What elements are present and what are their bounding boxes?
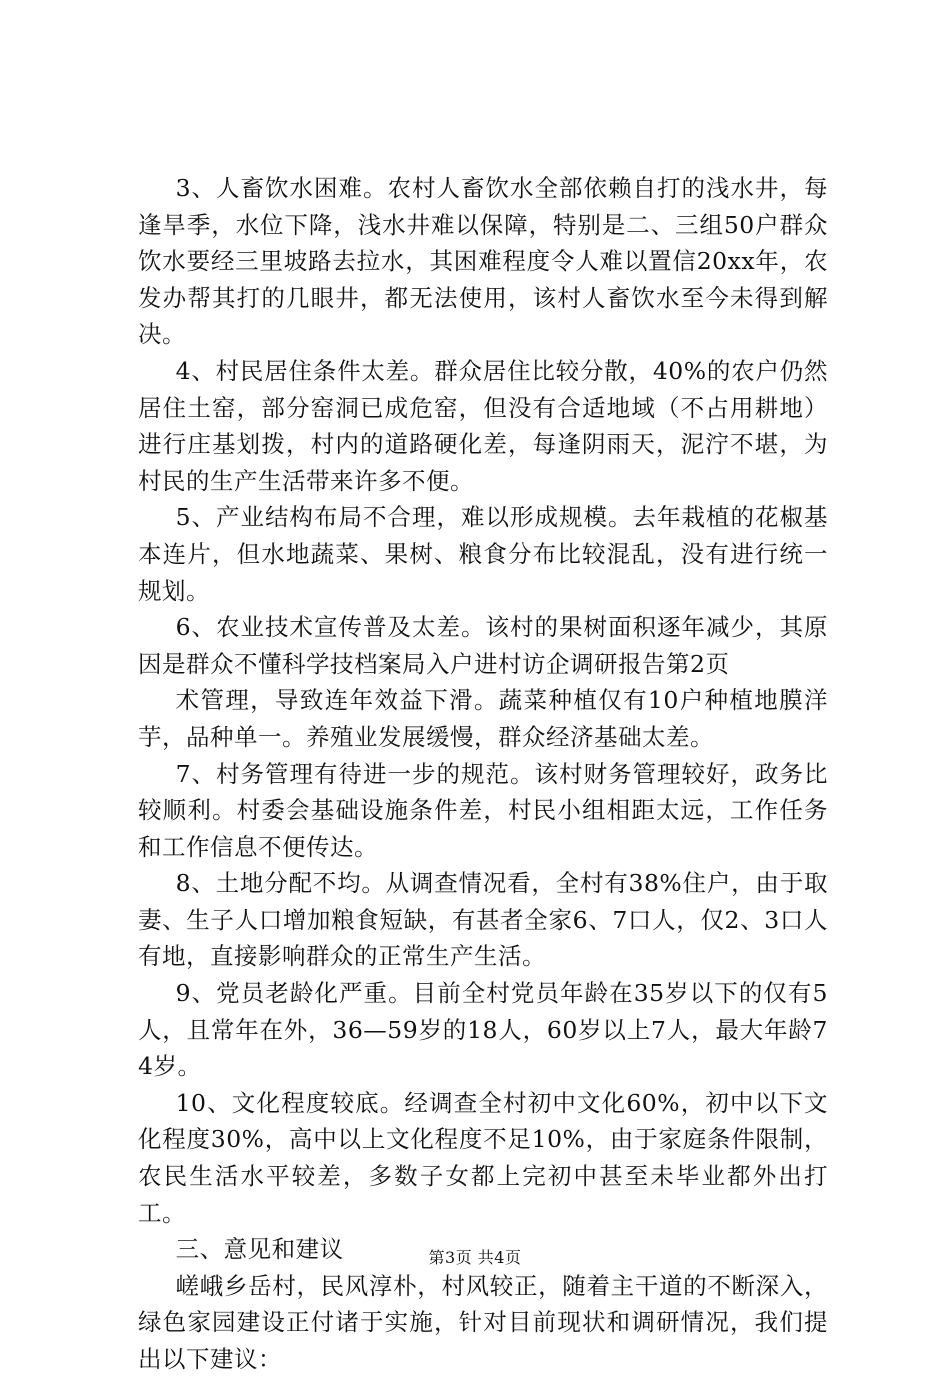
paragraph-agri-technology-continued: 术管理，导致连年效益下滑。蔬菜种植仅有10户种植地膜洋芋，品种单一。养殖业发展缓慢，群众经济基础太差。 bbox=[138, 686, 828, 751]
paragraph-party-members-aging: 9、党员老龄化严重。目前全村党员年龄在35岁以下的仅有5人，且常年在外，36—59岁的18人，60岁以上7人，最大年龄74岁。 bbox=[138, 979, 828, 1081]
paragraph-industry-structure: 5、产业结构布局不合理，难以形成规模。去年栽植的花椒基本连片，但水地蔬菜、果树、粮食分布比较混乱，没有进行统一规划。 bbox=[138, 503, 828, 605]
paragraph-land-distribution: 8、土地分配不均。从调查情况看，全村有38%住户，由于取妻、生子人口增加粮食短缺，有甚者全家6、7口人，仅2、3口人有地，直接影响群众的正常生产生活。 bbox=[138, 869, 828, 971]
section-heading-suggestions: 三、意见和建议 bbox=[175, 1235, 344, 1264]
paragraph-housing: 4、村民居住条件太差。群众居住比较分散，40%的农户仍然居住土窑，部分窑洞已成危窑，但没有合适地域（不占用耕地）进行庄基划拨，村内的道路硬化差，每逢阴雨天，泥泞不堪，为村民的生产生活带来许多不便。 bbox=[138, 356, 828, 495]
page-footer: 第3页 共4页 bbox=[428, 1248, 522, 1267]
document-body bbox=[138, 170, 828, 1378]
paragraph-agri-technology: 6、农业技术宣传普及太差。该村的果树面积逐年减少，其原因是群众不懂科学技档案局入户进村访企调研报告第2页 bbox=[138, 613, 828, 678]
paragraph-suggestions-intro: 嵯峨乡岳村，民风淳朴，村风较正，随着主干道的不断深入，绿色家园建设正付诸于实施，针对目前现状和调研情况，我们提出以下建议： bbox=[138, 1271, 828, 1373]
paragraph-village-affairs: 7、村务管理有待进一步的规范。该村财务管理较好，政务比较顺利。村委会基础设施条件差，村民小组相距太远，工作任务和工作信息不便传达。 bbox=[138, 759, 828, 861]
paragraph-drinking-water: 3、人畜饮水困难。农村人畜饮水全部依赖自打的浅水井，每逢旱季，水位下降，浅水井难以保障，特别是二、三组50户群众饮水要经三里坡路去拉水，其困难程度令人难以置信20xx年，农发办帮其打的几眼井，都无法使用，该村人畜饮水至今未得到解决。 bbox=[138, 174, 828, 349]
paragraph-education-level: 10、文化程度较底。经调查全村初中文化60%，初中以下文化程度30%，高中以上文化程度不足10%，由于家庭条件限制，农民生活水平较差，多数子女都上完初中甚至未毕业都外出打工。 bbox=[138, 1088, 828, 1227]
